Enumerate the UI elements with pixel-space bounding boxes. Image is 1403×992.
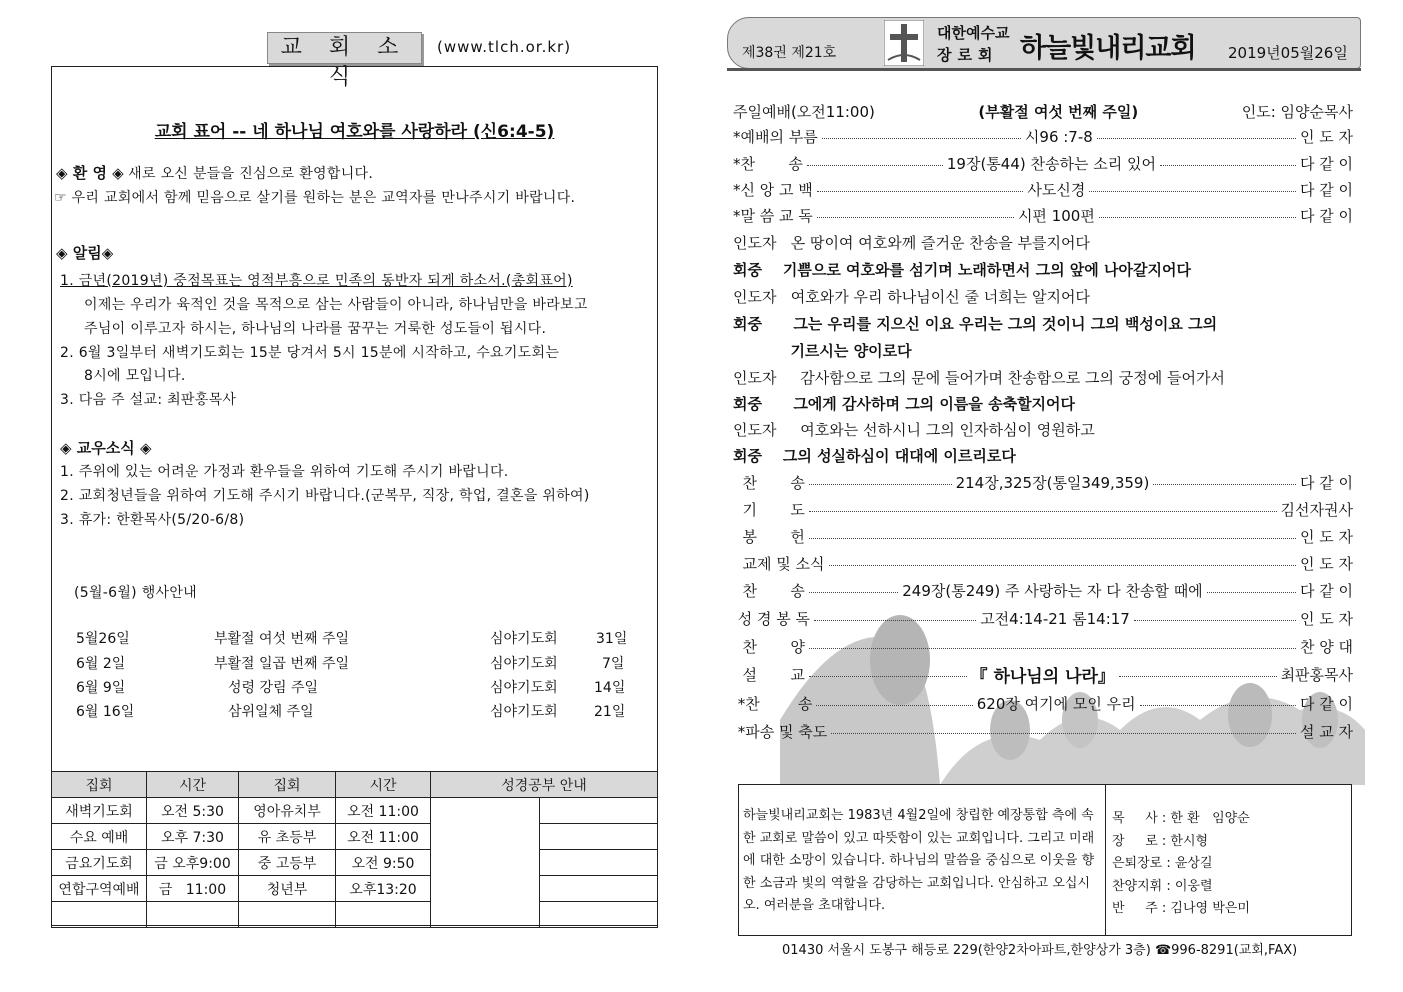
order-label: *찬 송 — [733, 154, 803, 173]
schedule-table — [51, 771, 658, 928]
order-label: *파송 및 축도 — [733, 722, 828, 741]
responsive-reading-line: 기르시는 양이로다 — [733, 342, 912, 360]
info-divider — [1105, 785, 1106, 935]
order-label: 찬 양 — [733, 637, 805, 656]
church-address: 01430 서울시 도봉구 해등로 229(한양2차아파트,한양상가 3층) ☎996-8291(교회,FAX) — [782, 943, 1298, 958]
responsive-reading-line: 회중 그의 성실하심이 대대에 이르리로다 — [733, 447, 1016, 465]
order-label: *예배의 부름 — [733, 127, 818, 146]
schedule-row — [52, 824, 658, 850]
order-label: 찬 송 — [733, 581, 805, 600]
order-label: 교제 및 소식 — [733, 554, 825, 573]
order-person: 다 같 이 — [1300, 581, 1354, 600]
order-item — [733, 498, 1353, 520]
schedule-cell: 오전 5:30 — [147, 798, 239, 824]
schedule-cell: 오전 11:00 — [336, 824, 431, 850]
schedule-row — [52, 902, 658, 928]
bulletin-date: 2019년05월26일 — [1228, 44, 1348, 62]
order-detail: 214장,325장(통일349,359) — [955, 473, 1150, 492]
church-name: 하늘빛내리교회 — [1020, 33, 1196, 64]
welcome-heading: ◈ 환 영 ◈ — [56, 164, 124, 182]
event-day: 31일 — [596, 631, 628, 647]
page-title: 교 회 소 식 — [267, 32, 422, 64]
event-prayer: 심야기도회 — [490, 704, 558, 720]
service-title: (부활절 여섯 번째 주일) — [978, 102, 1139, 121]
member-news-2: 2. 교회청년들을 위하여 기도해 주시기 바랍니다.(군복무, 직장, 학업, 결혼을 위하여) — [60, 488, 590, 504]
welcome-text: 새로 오신 분들을 진심으로 환영합니다. — [128, 166, 374, 182]
order-person: 최판홍목사 — [1280, 665, 1354, 684]
event-date: 6월 2일 — [76, 656, 126, 672]
responsive-reading-line: 인도자 감사함으로 그의 문에 들어가며 찬송함으로 그의 궁정에 들어가서 — [733, 369, 1225, 387]
notice-item-2-cont: 8시에 모입니다. — [84, 368, 186, 384]
order-person: 다 같 이 — [1299, 206, 1353, 225]
responsive-reading-line: 회중 그는 우리를 지으신 이요 우리는 그의 것이니 그의 백성이요 그의 — [733, 315, 1218, 333]
order-label: *찬 송 — [733, 694, 813, 713]
order-label: *말 씀 교 독 — [733, 206, 813, 225]
schedule-cell — [147, 902, 239, 928]
schedule-cell: 수요 예배 — [52, 824, 147, 850]
schedule-cell: 중 고등부 — [239, 850, 336, 876]
staff-line: 반 주 : 김나영 박은미 — [1112, 901, 1250, 916]
order-detail: 고전4:14-21 롬14:17 — [980, 609, 1130, 628]
church-motto: 교회 표어 -- 네 하나님 여호와를 사랑하라 (신6:4-5) — [154, 122, 555, 142]
bible-study-cell — [540, 902, 658, 928]
responsive-reading-line: 인도자 여호와는 선하시니 그의 인자하심이 영원하고 — [733, 421, 1095, 439]
schedule-cell: 오전 9:50 — [336, 850, 431, 876]
order-detail: 249장(통249) 주 사랑하는 자 다 찬송할 때에 — [902, 581, 1203, 600]
schedule-row — [52, 798, 658, 824]
schedule-header: 집회 — [52, 772, 147, 798]
order-label: 봉 헌 — [733, 527, 805, 546]
event-name: 부활절 일곱 번째 주일 — [214, 656, 350, 672]
schedule-cell: 오전 11:00 — [336, 798, 431, 824]
schedule-row — [52, 876, 658, 902]
service-leader: 인도: 임양순목사 — [1241, 102, 1353, 121]
staff-line: 은퇴장로 : 윤상길 — [1112, 856, 1213, 871]
order-person: 김선자권사 — [1280, 500, 1353, 519]
denomination-line-1: 대한예수교 — [937, 24, 1010, 42]
header-divider — [727, 68, 1361, 71]
schedule-cell: 금 11:00 — [147, 876, 239, 902]
order-person: 다 같 이 — [1299, 473, 1353, 492]
event-day: 7일 — [602, 656, 625, 672]
welcome-line — [56, 162, 373, 183]
order-label: 찬 송 — [733, 473, 805, 492]
event-name: 성령 강림 주일 — [228, 680, 319, 696]
schedule-cell: 유 초등부 — [239, 824, 336, 850]
order-detail: 사도신경 — [1027, 180, 1086, 199]
denomination-line-2: 장로회 — [937, 46, 999, 64]
order-item — [733, 607, 1353, 629]
event-date: 6월 9일 — [76, 680, 126, 696]
events-heading: (5월-6월) 행사안내 — [74, 585, 197, 601]
schedule-header: 성경공부 안내 — [431, 772, 658, 798]
schedule-header-row — [52, 772, 658, 798]
responsive-reading-line: 인도자 온 땅이여 여호와께 즐거운 찬송을 부를지어다 — [733, 234, 1090, 252]
notice-item-1: 1. 금년(2019년) 중점목표는 영적부흥으로 민족의 동반자 되게 하소서.(총회표어) — [60, 273, 573, 289]
member-news-heading: ◈ 교우소식 ◈ — [60, 439, 152, 457]
event-name: 부활절 여섯 번째 주일 — [214, 631, 350, 647]
order-item — [733, 635, 1353, 657]
order-person: 다 같 이 — [1299, 154, 1353, 173]
order-person: 인 도 자 — [1299, 527, 1353, 546]
schedule-cell: 영아유치부 — [239, 798, 336, 824]
schedule-cell: 금요기도회 — [52, 850, 147, 876]
order-item — [733, 125, 1353, 147]
schedule-cell — [52, 902, 147, 928]
schedule-cell — [239, 902, 336, 928]
staff-line: 찬양지휘 : 이웅렬 — [1112, 879, 1213, 894]
member-news-3: 3. 휴가: 한환목사(5/20-6/8) — [60, 512, 245, 528]
event-day: 21일 — [594, 704, 626, 720]
church-introduction: 하늘빛내리교회는 1983년 4월2일에 창립한 예장통합 측에 속한 교회로 말씀이 있고 따뜻함이 있는 교회입니다. 그리고 미래에 대한 소망이 있습니다. 하나님의 말씀을 중심으로 이웃을 향한 소금과 빛의 역할을 감당하는 교회입니다. 안심하고 오십시오. 여러분을 초대합니다. — [743, 808, 1095, 913]
responsive-reading-line: 회중 그에게 감사하며 그의 이름을 송축할지어다 — [733, 395, 1076, 413]
bible-study-cell — [540, 876, 658, 902]
staff-line: 장 로 : 한시형 — [1112, 834, 1209, 849]
order-item — [733, 579, 1353, 601]
order-label: 설 교 — [733, 665, 805, 684]
order-item — [733, 471, 1353, 493]
order-label: 기 도 — [733, 500, 805, 519]
welcome-line-2: ☞ 우리 교회에서 함께 믿음으로 살기를 원하는 분은 교역자를 만나주시기 바랍니다. — [54, 190, 576, 206]
order-label: *신 앙 고 백 — [733, 180, 813, 199]
order-detail: 시96 :7-8 — [1024, 127, 1093, 146]
bible-study-cell — [431, 798, 540, 928]
church-url[interactable]: (www.tlch.or.kr) — [437, 38, 572, 56]
event-prayer: 심야기도회 — [490, 656, 558, 672]
schedule-cell — [336, 902, 431, 928]
order-item — [733, 178, 1353, 200]
event-prayer: 심야기도회 — [490, 680, 558, 696]
order-detail: 19장(통44) 찬송하는 소리 있어 — [946, 154, 1156, 173]
schedule-header: 시간 — [147, 772, 239, 798]
order-person: 설 교 자 — [1299, 722, 1353, 741]
responsive-reading-line: 회중 기쁨으로 여호와를 섬기며 노래하면서 그의 앞에 나아갈지어다 — [733, 261, 1191, 279]
order-person: 인 도 자 — [1300, 127, 1354, 146]
bible-study-cell — [540, 850, 658, 876]
member-news-1: 1. 주위에 있는 어려운 가정과 환우들을 위하여 기도해 주시기 바랍니다. — [60, 464, 509, 480]
event-date: 6월 16일 — [76, 704, 135, 720]
order-item — [733, 204, 1353, 226]
church-logo-icon — [884, 20, 924, 66]
event-day: 14일 — [594, 680, 626, 696]
service-time: 주일예배(오전11:00) — [733, 102, 875, 121]
schedule-cell: 새벽기도회 — [52, 798, 147, 824]
order-detail: 시편 100편 — [1017, 206, 1095, 225]
schedule-cell: 금 오후9:00 — [147, 850, 239, 876]
order-detail: 620장 여기에 모인 우리 — [976, 694, 1136, 713]
order-item — [733, 152, 1353, 174]
bible-study-cell — [540, 824, 658, 850]
bible-study-cell — [540, 798, 658, 824]
schedule-cell: 연합구역예배 — [52, 876, 147, 902]
order-person: 다 같 이 — [1299, 180, 1353, 199]
notice-item-1-cont2: 주님이 이루고자 하시는, 하나님의 나라를 꿈꾸는 거룩한 성도들이 됩시다. — [84, 321, 547, 337]
sermon-title: 『 하나님의 나라』 — [970, 666, 1115, 687]
responsive-reading-line: 인도자 여호와가 우리 하나님이신 줄 너희는 알지어다 — [733, 288, 1090, 306]
order-person: 인 도 자 — [1299, 609, 1353, 628]
order-label: 성 경 봉 독 — [733, 609, 811, 628]
service-header — [733, 100, 1353, 122]
order-item — [733, 552, 1353, 574]
schedule-cell: 오후 7:30 — [147, 824, 239, 850]
event-date: 5월26일 — [76, 631, 130, 647]
notice-item-1-cont: 이제는 우리가 육적인 것을 목적으로 삼는 사람들이 아니라, 하나님만을 바라보고 — [84, 297, 588, 313]
notice-heading: ◈ 알림◈ — [56, 244, 114, 262]
event-prayer: 심야기도회 — [490, 631, 558, 647]
schedule-row — [52, 850, 658, 876]
order-item — [733, 692, 1353, 714]
order-person: 인 도 자 — [1299, 554, 1353, 573]
volume-number: 제38권 제21호 — [742, 45, 837, 61]
schedule-header: 집회 — [239, 772, 336, 798]
order-person: 찬 양 대 — [1299, 637, 1353, 656]
order-person: 다 같 이 — [1299, 694, 1353, 713]
schedule-cell: 오후13:20 — [336, 876, 431, 902]
schedule-cell: 청년부 — [239, 876, 336, 902]
schedule-header: 시간 — [336, 772, 431, 798]
order-item — [733, 525, 1353, 547]
staff-line: 목 사 : 한 환 임양순 — [1112, 811, 1250, 826]
order-item — [733, 663, 1353, 685]
order-item — [733, 720, 1353, 742]
notice-item-2: 2. 6월 3일부터 새벽기도회는 15분 당겨서 5시 15분에 시작하고, 수요기도회는 — [60, 345, 560, 361]
notice-item-3: 3. 다음 주 설교: 최판홍목사 — [60, 392, 237, 408]
event-name: 삼위일체 주일 — [228, 704, 314, 720]
